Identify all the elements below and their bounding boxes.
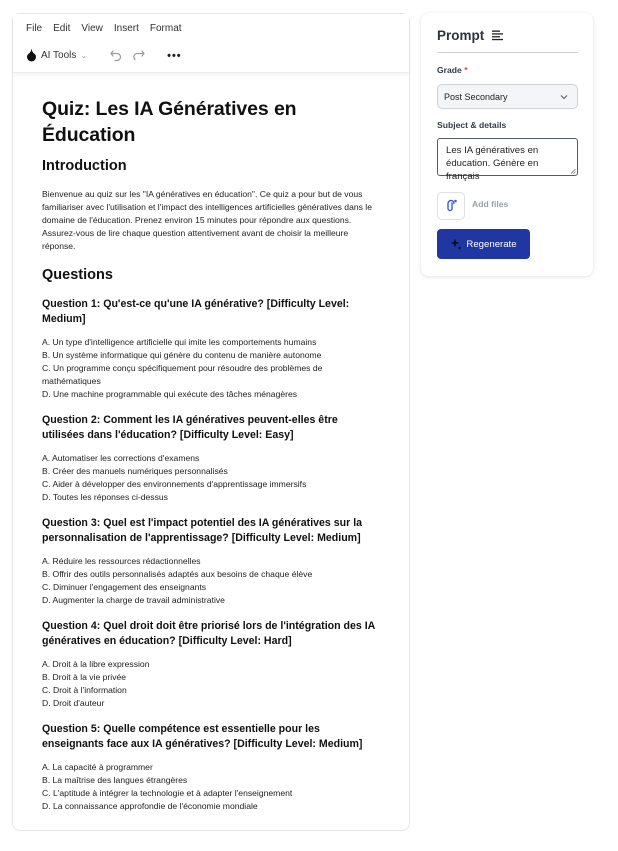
regenerate-button[interactable] <box>437 229 530 259</box>
question-title: Question 5: Quelle compétence est essentielle pour les enseignants face aux IA génératives? [Difficulty Level: Medium] <box>42 723 363 750</box>
required-marker: * <box>464 65 468 75</box>
align-left-icon[interactable] <box>492 30 503 41</box>
redo-icon[interactable] <box>133 50 145 61</box>
answer-option: B. Créer des manuels numériques personnalisés <box>42 466 228 476</box>
subject-label: Subject & details <box>437 120 507 130</box>
answer-option: D. Droit d'auteur <box>42 698 105 708</box>
grade-select[interactable] <box>437 84 578 109</box>
question-block <box>42 413 382 504</box>
answer-option: C. Aider à développer des environnements d'apprentissage immersifs <box>42 479 307 489</box>
document-title: Quiz: Les IA Génératives en Éducation <box>42 98 297 146</box>
menu-format[interactable]: Format <box>149 23 182 34</box>
answer-option: C. L'aptitude à intégrer la technologie et à adapter l'enseignement <box>42 788 293 798</box>
intro-heading: Introduction <box>42 158 127 174</box>
answer-option: B. Offrir des outils personnalisés adaptés aux besoins de chaque élève <box>42 569 313 579</box>
ai-tools-dropdown[interactable] <box>26 49 87 62</box>
subject-textarea[interactable] <box>437 138 578 182</box>
sparkle-icon <box>450 238 462 250</box>
question-block <box>42 516 382 607</box>
menu-view[interactable]: View <box>81 23 103 34</box>
regenerate-label: Regenerate <box>466 238 517 250</box>
menu-bar <box>26 23 193 34</box>
more-options-button[interactable]: ••• <box>167 49 182 62</box>
document-editor <box>12 13 410 831</box>
ai-tools-label: AI Tools <box>41 50 77 61</box>
menu-file[interactable]: File <box>26 23 43 34</box>
question-block <box>42 297 382 401</box>
questions-heading: Questions <box>42 267 113 283</box>
answer-option: C. Un programme conçu spécifiquement pour résoudre des problèmes de mathématiques <box>42 363 323 386</box>
prompt-panel <box>421 13 593 276</box>
undo-icon[interactable] <box>110 50 122 61</box>
answer-option: A. Réduire les ressources rédactionnelles <box>42 556 201 566</box>
answer-option: B. Droit à la vie privée <box>42 672 127 682</box>
menu-insert[interactable]: Insert <box>113 23 139 34</box>
grade-label-text: Grade <box>437 65 462 75</box>
answer-option: C. Droit à l'information <box>42 685 127 695</box>
grade-select-value: Post Secondary <box>444 92 508 102</box>
answer-option: A. La capacité à programmer <box>42 762 153 772</box>
question-title: Question 3: Quel est l'impact potentiel des IA génératives sur la personnalisation de l'apprentissage? [Difficulty Level: Medium] <box>42 517 363 544</box>
answer-option: C. Diminuer l'engagement des enseignants <box>42 582 207 592</box>
menu-edit[interactable]: Edit <box>53 23 71 34</box>
intro-paragraph: Bienvenue au quiz sur les "IA génératives en éducation". Ce quiz a pour but de vous familiariser avec l'utilisation et l'impact des intelligences artificielles génératives dans le domaine de l'éducation. Prenez environ 15 minutes pour répondre aux questions. Assurez-vous de lire chaque question attentivement avant de choisir la meilleure réponse. <box>42 189 372 251</box>
question-block <box>42 619 382 710</box>
question-title: Question 1: Qu'est-ce qu'une IA générative? [Difficulty Level: Medium] <box>42 298 350 325</box>
answer-option: D. Augmenter la charge de travail administrative <box>42 595 225 605</box>
answer-option: B. Un système informatique qui génère du contenu de manière autonome <box>42 350 322 360</box>
add-files-label[interactable]: Add files <box>472 199 509 209</box>
subject-textarea-value: Les IA génératives en éducation. Génère en français <box>446 145 539 182</box>
answer-option: B. La maîtrise des langues étrangères <box>42 775 188 785</box>
tool-row <box>26 49 182 62</box>
ai-bomb-icon <box>26 49 37 62</box>
question-block <box>42 722 382 813</box>
prompt-title: Prompt <box>437 28 485 43</box>
document-content[interactable] <box>42 96 382 825</box>
answer-option: A. Droit à la libre expression <box>42 659 150 669</box>
question-title: Question 2: Comment les IA génératives peuvent-elles être utilisées dans l'éducation? [Difficulty Level: Easy] <box>42 414 338 441</box>
divider <box>437 52 578 53</box>
grade-label <box>437 65 468 75</box>
paperclip-icon <box>444 199 458 213</box>
answer-option: A. Automatiser les corrections d'examens <box>42 453 200 463</box>
prompt-header <box>437 28 503 43</box>
answer-option: D. Toutes les réponses ci-dessus <box>42 492 168 502</box>
chevron-down-icon: ⌄ <box>80 51 88 60</box>
answer-option: D. Une machine programmable qui exécute des tâches ménagères <box>42 389 298 399</box>
question-title: Question 4: Quel droit doit être priorisé lors de l'intégration des IA génératives en éducation? [Difficulty Level: Hard] <box>42 620 375 647</box>
resize-handle-icon[interactable] <box>570 168 576 174</box>
editor-toolbar <box>13 14 409 73</box>
chevron-down-icon <box>560 93 568 101</box>
attach-file-button[interactable] <box>437 192 465 220</box>
answer-option: A. Un type d'intelligence artificielle qui imite les comportements humains <box>42 337 317 347</box>
answer-option: D. La connaissance approfondie de l'économie mondiale <box>42 801 258 811</box>
